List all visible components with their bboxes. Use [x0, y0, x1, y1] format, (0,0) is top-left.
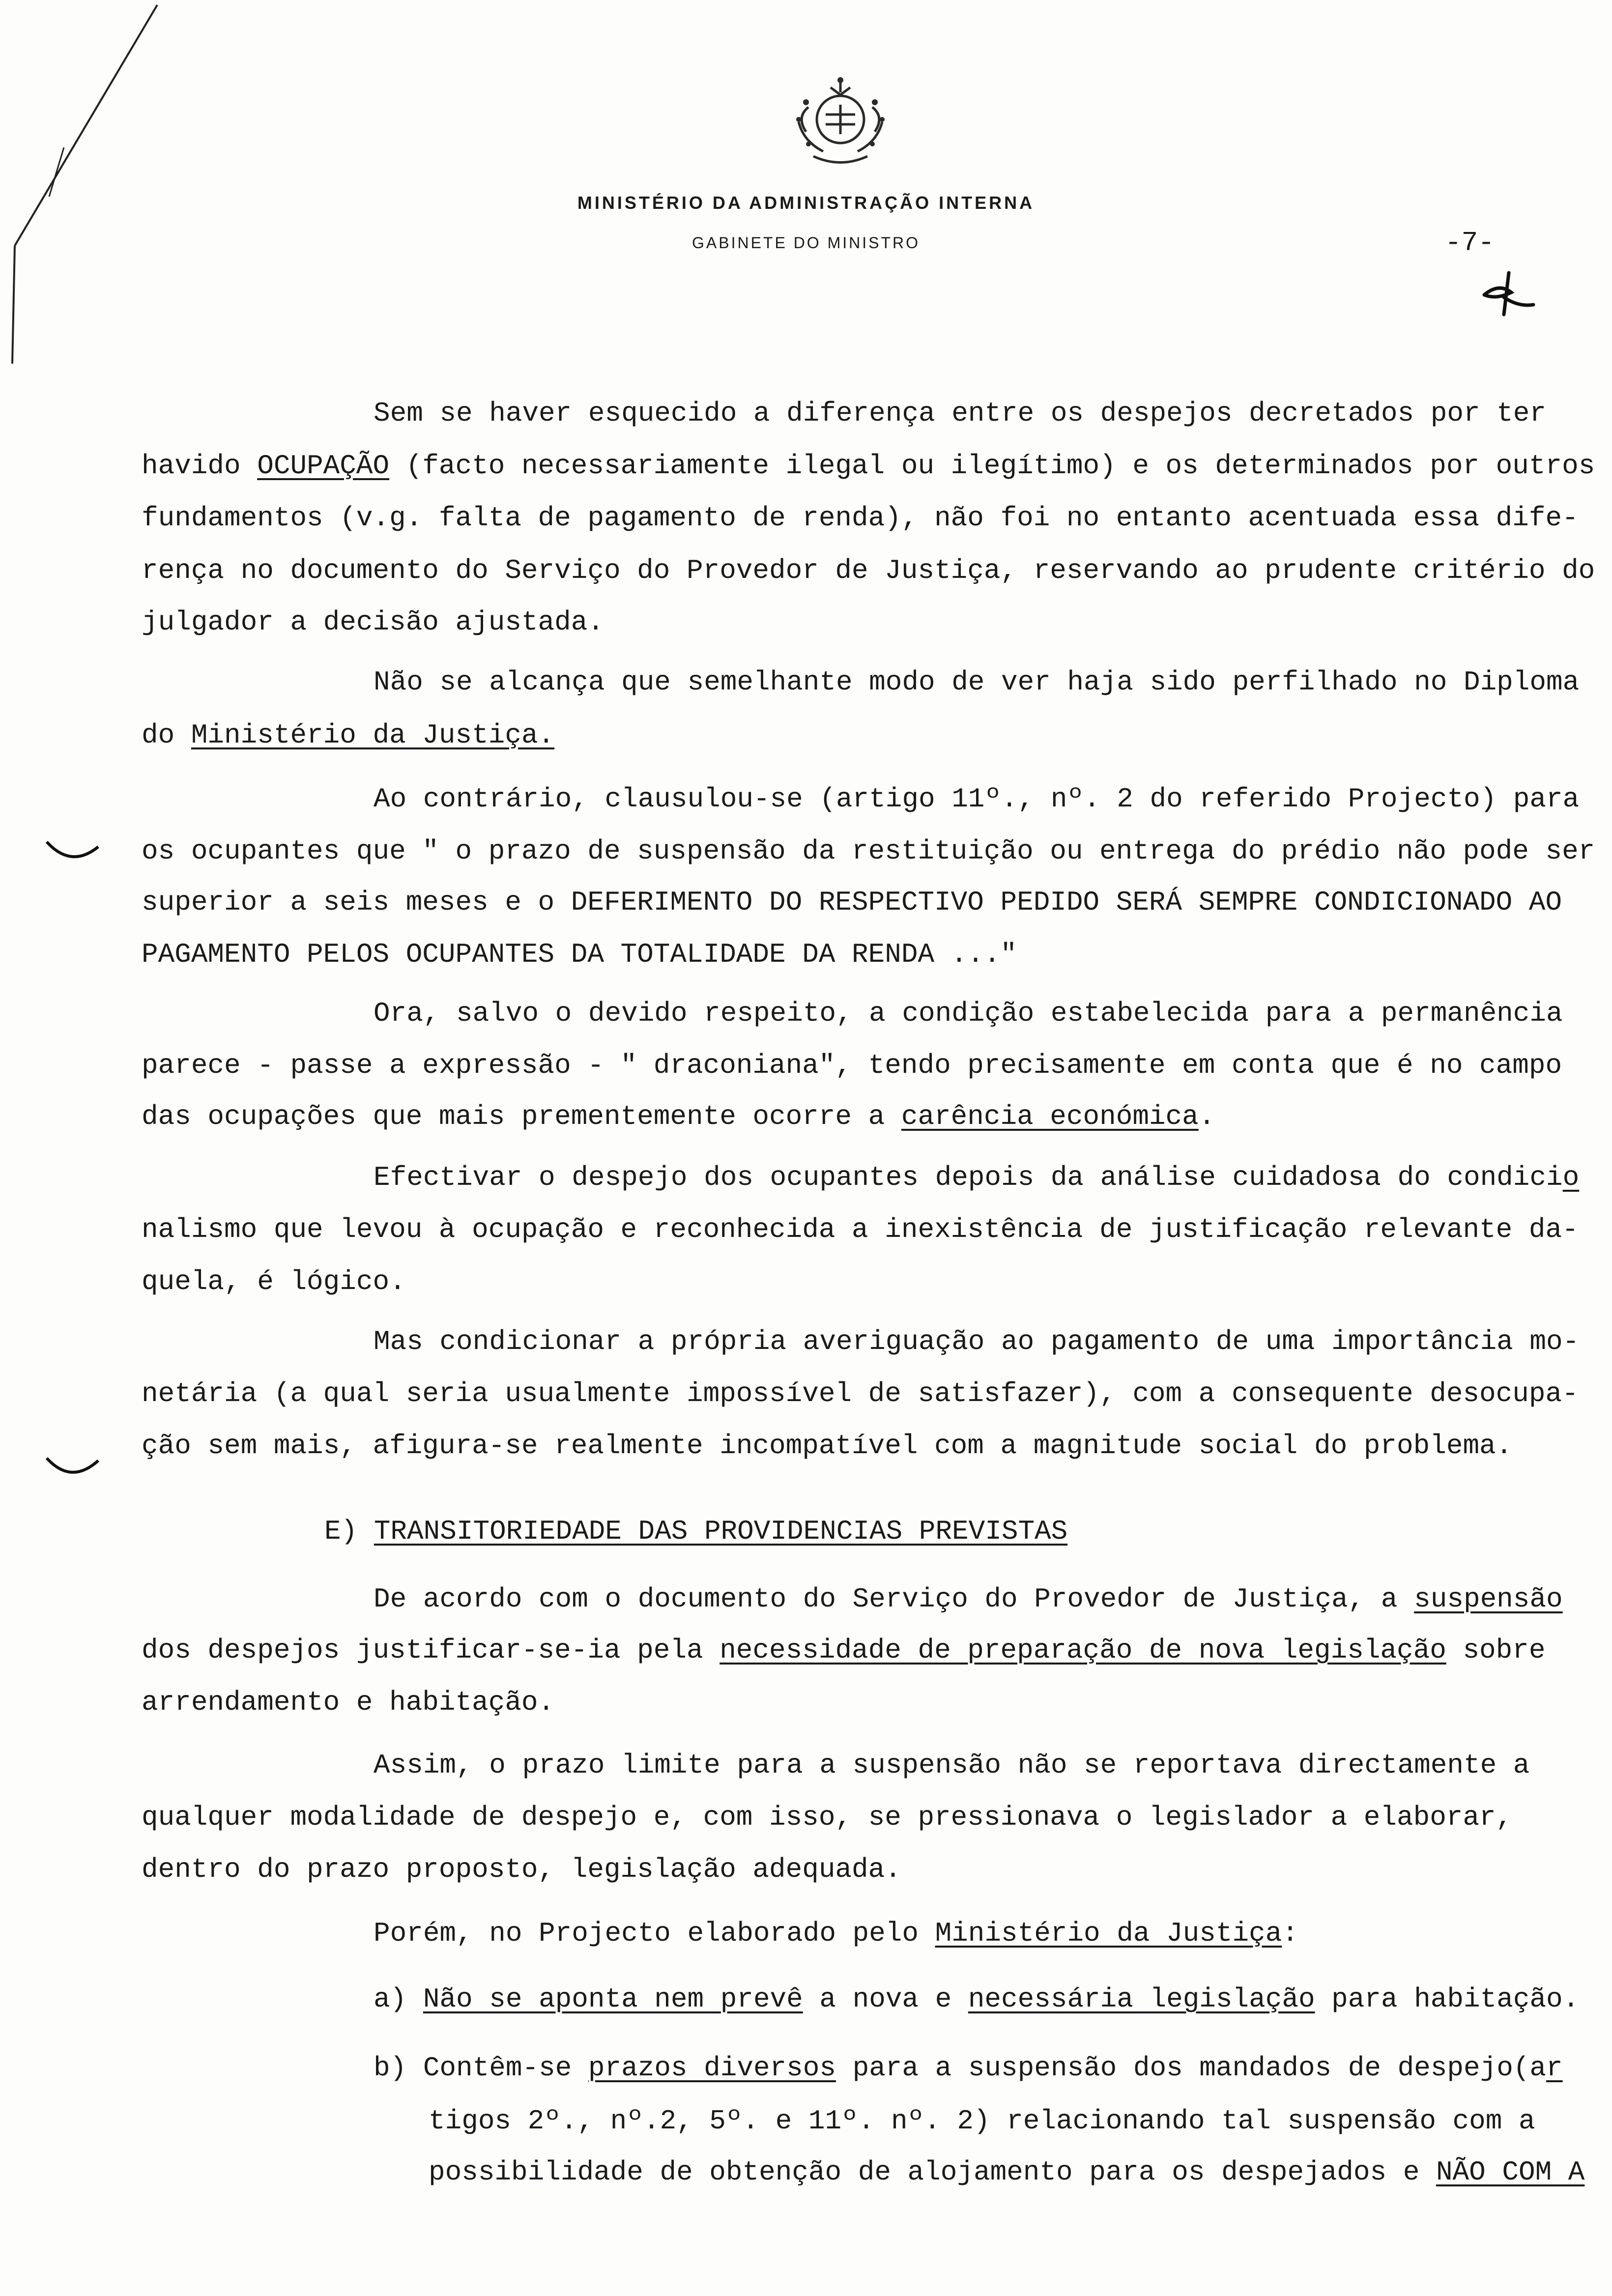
- text-line: Mas condicionar a própria averiguação ao pagamento de uma importância mo-: [374, 1326, 1580, 1357]
- text-line: Sem se haver esquecido a diferença entre os despejos decretados por ter: [374, 398, 1546, 429]
- text-segment: sobre: [1446, 1635, 1546, 1666]
- section-heading: [324, 1514, 1067, 1549]
- list-item-b: [374, 2050, 1563, 2086]
- text-line: [142, 718, 554, 753]
- page-number: -7-: [1445, 227, 1495, 258]
- text-line: superior a seis meses e o DEFERIMENTO DO RESPECTIVO PEDIDO SERÁ SEMPRE CONDICIONADO AO: [142, 887, 1562, 918]
- section-title: TRANSITORIEDADE DAS PROVIDENCIAS PREVISTAS: [374, 1516, 1068, 1547]
- underlined-text: necessária legislação: [968, 1983, 1315, 2015]
- text-line: Ora, salvo o devido respeito, a condição estabelecida para a permanência: [374, 998, 1563, 1029]
- text-line: fundamentos (v.g. falta de pagamento de renda), não foi no entanto acentuada essa dife-: [142, 502, 1579, 534]
- text-segment: (facto necessariamente ilegal ou ilegítimo) e os determinados por outros: [389, 450, 1595, 482]
- underlined-text: necessidade de preparação de nova legislação: [720, 1635, 1446, 1666]
- coat-of-arms-seal-icon: [779, 73, 902, 171]
- text-line: os ocupantes que " o prazo de suspensão da restituição ou entrega do prédio não pode ser: [142, 835, 1595, 867]
- underlined-text: Ministério da Justiça.: [191, 719, 555, 751]
- text-segment: a nova e: [803, 1983, 968, 2015]
- underlined-text: prazos diversos: [588, 2052, 836, 2084]
- text-line: Não se alcança que semelhante modo de ver haja sido perfilhado no Diploma: [374, 666, 1580, 698]
- text-segment: para a suspensão dos mandados de despejo(a: [835, 2052, 1547, 2084]
- text-line: netária (a qual seria usualmente impossível de satisfazer), com a consequente desocupa-: [142, 1378, 1579, 1409]
- underlined-text: NÃO COM A: [1436, 2156, 1585, 2188]
- text-segment: havido: [142, 450, 258, 482]
- text-line: quela, é lógico.: [142, 1266, 406, 1297]
- underlined-text: Não se aponta nem prevê: [423, 1983, 803, 2015]
- text-line: arrendamento e habitação.: [142, 1687, 555, 1718]
- section-letter: E): [324, 1516, 358, 1547]
- underlined-text: suspensão: [1414, 1583, 1563, 1615]
- text-segment: dos despejos justificar-se-ia pela: [142, 1635, 720, 1666]
- text-line: qualquer modalidade de despejo e, com isso, se pressionava o legislador a elaborar,: [142, 1802, 1513, 1833]
- text-segment: das ocupações que mais prementemente ocorre a: [142, 1101, 901, 1132]
- underlined-text: OCUPAÇÃO: [257, 450, 390, 482]
- text-line: [142, 1633, 1545, 1668]
- text-segment: .: [1198, 1101, 1215, 1132]
- text-line: PAGAMENTO PELOS OCUPANTES DA TOTALIDADE DA RENDA ...": [142, 939, 1017, 970]
- underlined-text: r: [1546, 2052, 1563, 2084]
- text-line: ção sem mais, afigura-se realmente incompatível com a magnitude social do problema.: [142, 1430, 1513, 1462]
- text-segment: Efectivar o despejo dos ocupantes depois da análise cuidadosa do condici: [374, 1162, 1563, 1193]
- text-line: rença no documento do Serviço do Provedor de Justiça, reservando ao prudente critério do: [142, 555, 1595, 586]
- text-line: [429, 2154, 1584, 2190]
- text-line: [142, 448, 1595, 484]
- handwritten-initial-icon: [1474, 268, 1538, 322]
- text-line: [374, 1581, 1563, 1617]
- list-item-a: [374, 1981, 1579, 2017]
- text-line: nalismo que levou à ocupação e reconhecida a inexistência de justificação relevante da-: [142, 1214, 1579, 1245]
- text-line: Assim, o prazo limite para a suspensão não se reportava directamente a: [374, 1750, 1530, 1781]
- text-line: julgador a decisão ajustada.: [142, 606, 604, 638]
- text-line: [374, 1916, 1298, 1951]
- text-line: [142, 1099, 1215, 1134]
- list-marker: a): [374, 1983, 407, 2015]
- text-segment: Contêm-se: [423, 2052, 588, 2084]
- underlined-text: o: [1562, 1162, 1580, 1193]
- text-segment: De acordo com o documento do Serviço do Provedor de Justiça, a: [374, 1583, 1414, 1615]
- text-line: parece - passe a expressão - " draconiana", tendo precisamente em conta que é no campo: [142, 1050, 1562, 1081]
- text-line: tigos 2º., nº.2, 5º. e 11º. nº. 2) relacionando tal suspensão com a: [429, 2105, 1535, 2137]
- text-segment: Porém, no Projecto elaborado pelo: [374, 1918, 935, 1949]
- margin-curve-mark-icon: [44, 1452, 103, 1482]
- text-segment: do: [142, 719, 191, 751]
- text-segment: possibilidade de obtenção de alojamento para os despejados e: [429, 2156, 1436, 2188]
- text-line: dentro do prazo proposto, legislação adequada.: [142, 1854, 901, 1885]
- underlined-text: Ministério da Justiça: [935, 1918, 1282, 1949]
- text-line: Ao contrário, clausulou-se (artigo 11º., nº. 2 do referido Projecto) para: [374, 783, 1580, 815]
- underlined-text: carência económica: [901, 1101, 1199, 1132]
- margin-curve-mark-icon: [44, 838, 103, 862]
- margin-pen-strokes-icon: [0, 0, 177, 373]
- ministry-heading: MINISTÉRIO DA ADMINISTRAÇÃO INTERNA: [577, 193, 1035, 213]
- text-segment: :: [1282, 1918, 1298, 1949]
- text-line: [374, 1160, 1579, 1195]
- cabinet-subheading: GABINETE DO MINISTRO: [691, 234, 921, 252]
- list-marker: b): [374, 2052, 407, 2084]
- text-segment: para habitação.: [1315, 1983, 1580, 2015]
